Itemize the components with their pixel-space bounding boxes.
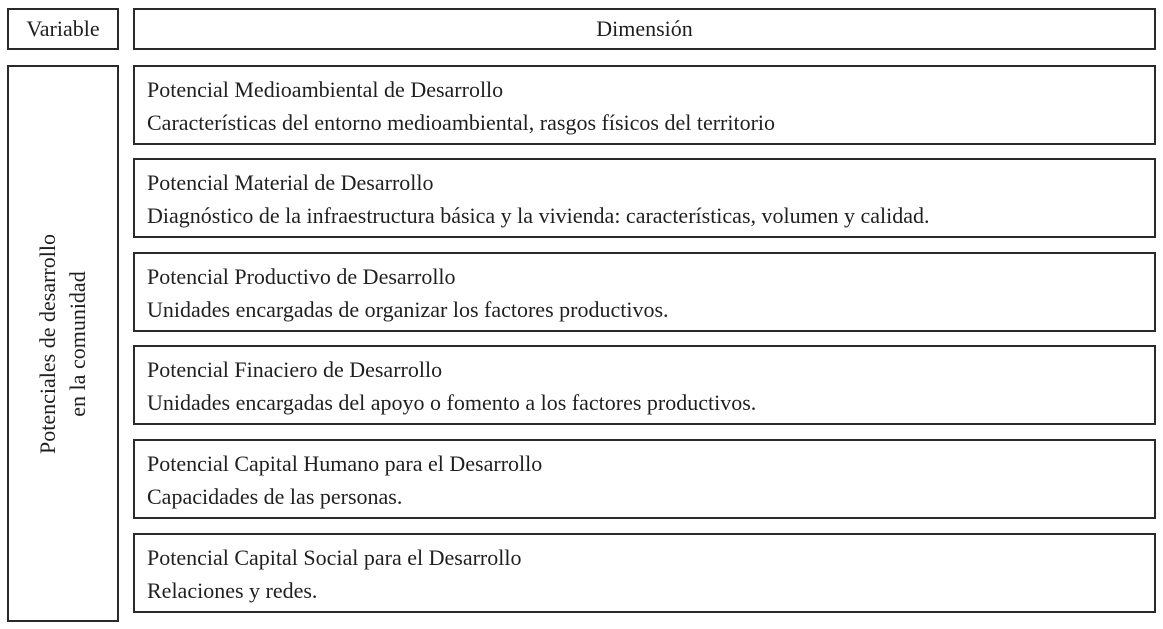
dimension-description: Unidades encargadas del apoyo o fomento a los factores productivos. (147, 390, 757, 415)
dimension-box-material (133, 158, 1156, 238)
dimension-box-capital-humano (133, 439, 1156, 519)
variable-label (33, 234, 93, 454)
dimension-title: Potencial Productivo de Desarrollo (147, 264, 456, 289)
dimension-description: Diagnóstico de la infraestructura básica y la vivienda: características, volumen y calidad. (147, 203, 930, 228)
dimension-box-capital-social (133, 533, 1156, 613)
dimension-header-label: Dimensión (596, 16, 693, 41)
dimension-title: Potencial Capital Social para el Desarrollo (147, 545, 522, 570)
dimension-box-financiero (133, 345, 1156, 425)
dimension-title: Potencial Capital Humano para el Desarrollo (147, 451, 543, 476)
dimension-title: Potencial Medioambiental de Desarrollo (147, 77, 504, 102)
variable-cell (7, 65, 119, 622)
dimension-box-medioambiental (133, 65, 1156, 145)
dimension-title: Potencial Material de Desarrollo (147, 170, 434, 195)
dimension-description: Características del entorno medioambiental, rasgos físicos del territorio (147, 110, 776, 135)
variable-header (7, 8, 119, 50)
dimension-description: Capacidades de las personas. (147, 484, 403, 509)
dimension-title: Potencial Finaciero de Desarrollo (147, 357, 443, 382)
variable-label-line-1: Potenciales de desarrollo (35, 233, 60, 454)
dimension-description: Relaciones y redes. (147, 578, 318, 603)
variable-header-label: Variable (26, 16, 100, 41)
dimension-description: Unidades encargadas de organizar los factores productivos. (147, 297, 669, 322)
dimension-box-productivo (133, 252, 1156, 332)
variable-label-line-2: en la comunidad (65, 270, 90, 417)
dimension-header (133, 8, 1156, 50)
